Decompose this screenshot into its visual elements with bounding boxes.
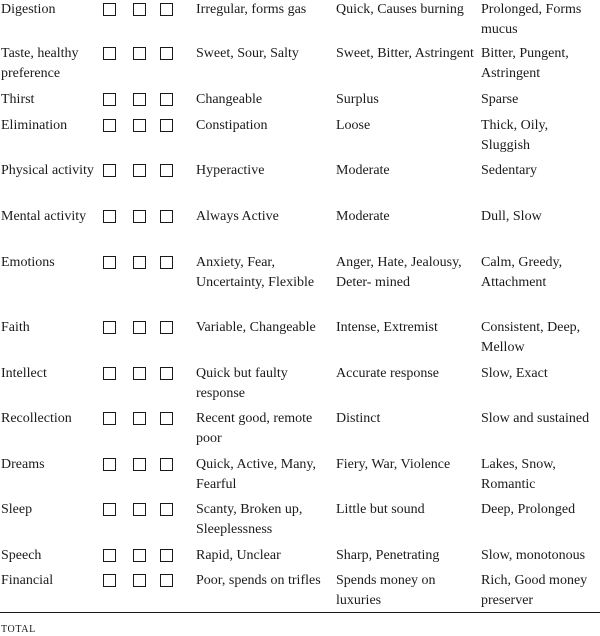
vata-checkbox[interactable] [103, 119, 116, 132]
vata-checkbox[interactable] [103, 210, 116, 223]
pitta-checkbox[interactable] [133, 574, 146, 587]
kapha-description: Slow, Exact [481, 366, 548, 381]
kapha-checkbox[interactable] [160, 458, 173, 471]
checkbox-group [103, 574, 183, 588]
kapha-description: Prolonged, Forms mucus [481, 2, 582, 37]
vata-description: Rapid, Unclear [196, 548, 281, 563]
vata-checkbox[interactable] [103, 321, 116, 334]
pitta-description: Accurate response [336, 366, 440, 381]
checkbox-group [103, 93, 183, 107]
checkbox-group [103, 549, 183, 563]
checkbox-group [103, 256, 183, 270]
kapha-checkbox[interactable] [160, 47, 173, 60]
pitta-description: Spends money on luxuries [336, 573, 436, 608]
kapha-checkbox[interactable] [160, 210, 173, 223]
kapha-description: Bitter, Pungent, Astringent [481, 46, 569, 81]
vata-checkbox[interactable] [103, 164, 116, 177]
vata-description: Recent good, remote poor [196, 411, 313, 446]
vata-checkbox[interactable] [103, 412, 116, 425]
kapha-checkbox[interactable] [160, 503, 173, 516]
kapha-checkbox[interactable] [160, 93, 173, 106]
vata-description: Hyperactive [196, 163, 265, 178]
row-label: Sleep [1, 502, 33, 517]
pitta-checkbox[interactable] [133, 256, 146, 269]
total-label: TOTAL [1, 624, 36, 635]
checkbox-group [103, 458, 183, 472]
vata-checkbox[interactable] [103, 93, 116, 106]
pitta-checkbox[interactable] [133, 93, 146, 106]
row-label: Digestion [1, 2, 56, 17]
row-label: Taste, healthy preference [1, 46, 79, 81]
pitta-description: Sweet, Bitter, Astringent [336, 46, 474, 61]
kapha-checkbox[interactable] [160, 119, 173, 132]
kapha-description: Lakes, Snow, Romantic [481, 457, 556, 492]
pitta-checkbox[interactable] [133, 210, 146, 223]
row-label: Physical activity [1, 163, 94, 178]
vata-description: Irregular, forms gas [196, 2, 307, 17]
pitta-description: Little but sound [336, 502, 425, 517]
row-label: Mental activity [1, 209, 87, 224]
vata-description: Poor, spends on trifles [196, 573, 321, 588]
checkbox-group [103, 503, 183, 517]
pitta-checkbox[interactable] [133, 503, 146, 516]
vata-checkbox[interactable] [103, 256, 116, 269]
kapha-description: Sparse [481, 92, 519, 107]
checkbox-group [103, 164, 183, 178]
vata-description: Variable, Changeable [196, 320, 316, 335]
row-label: Faith [1, 320, 30, 335]
total-divider [0, 612, 600, 613]
kapha-description: Slow and sustained [481, 411, 590, 426]
row-label: Dreams [1, 457, 45, 472]
vata-checkbox[interactable] [103, 367, 116, 380]
kapha-checkbox[interactable] [160, 321, 173, 334]
kapha-description: Consistent, Deep, Mellow [481, 320, 581, 355]
kapha-description: Dull, Slow [481, 209, 542, 224]
pitta-checkbox[interactable] [133, 47, 146, 60]
vata-description: Quick but faulty response [196, 366, 288, 401]
vata-description: Always Active [196, 209, 279, 224]
row-label: Elimination [1, 118, 68, 133]
row-label: Speech [1, 548, 42, 563]
pitta-checkbox[interactable] [133, 3, 146, 16]
kapha-checkbox[interactable] [160, 549, 173, 562]
kapha-checkbox[interactable] [160, 3, 173, 16]
pitta-checkbox[interactable] [133, 321, 146, 334]
checkbox-group [103, 412, 183, 426]
checkbox-group [103, 367, 183, 381]
kapha-description: Slow, monotonous [481, 548, 586, 563]
kapha-checkbox[interactable] [160, 367, 173, 380]
vata-checkbox[interactable] [103, 47, 116, 60]
vata-checkbox[interactable] [103, 3, 116, 16]
row-label: Intellect [1, 366, 47, 381]
pitta-checkbox[interactable] [133, 164, 146, 177]
checkbox-group [103, 3, 183, 17]
vata-description: Changeable [196, 92, 263, 107]
row-label: Recollection [1, 411, 72, 426]
vata-description: Anxiety, Fear, Uncertainty, Flexible [196, 255, 315, 290]
vata-checkbox[interactable] [103, 549, 116, 562]
vata-checkbox[interactable] [103, 574, 116, 587]
vata-description: Constipation [196, 118, 268, 133]
pitta-description: Fiery, War, Violence [336, 457, 451, 472]
kapha-description: Thick, Oily, Sluggish [481, 118, 549, 153]
vata-checkbox[interactable] [103, 503, 116, 516]
kapha-checkbox[interactable] [160, 164, 173, 177]
pitta-checkbox[interactable] [133, 119, 146, 132]
checkbox-group [103, 47, 183, 61]
pitta-description: Surplus [336, 92, 379, 107]
vata-checkbox[interactable] [103, 458, 116, 471]
pitta-description: Moderate [336, 209, 390, 224]
kapha-description: Rich, Good money preserver [481, 573, 588, 608]
pitta-checkbox[interactable] [133, 458, 146, 471]
kapha-checkbox[interactable] [160, 256, 173, 269]
pitta-description: Sharp, Penetrating [336, 548, 440, 563]
vata-description: Sweet, Sour, Salty [196, 46, 299, 61]
pitta-description: Distinct [336, 411, 381, 426]
row-label: Emotions [1, 255, 55, 270]
pitta-checkbox[interactable] [133, 549, 146, 562]
kapha-description: Sedentary [481, 163, 537, 178]
checkbox-group [103, 321, 183, 335]
kapha-checkbox[interactable] [160, 412, 173, 425]
pitta-description: Loose [336, 118, 371, 133]
row-label: Thirst [1, 92, 35, 107]
pitta-checkbox[interactable] [133, 412, 146, 425]
vata-description: Quick, Active, Many, Fearful [196, 457, 317, 492]
pitta-description: Quick, Causes burning [336, 2, 464, 17]
pitta-description: Moderate [336, 163, 390, 178]
pitta-description: Intense, Extremist [336, 320, 438, 335]
checkbox-group [103, 210, 183, 224]
pitta-checkbox[interactable] [133, 367, 146, 380]
pitta-description: Anger, Hate, Jealousy, Deter- mined [336, 255, 462, 290]
row-label: Financial [1, 573, 54, 588]
vata-description: Scanty, Broken up, Sleeplessness [196, 502, 303, 537]
kapha-description: Calm, Greedy, Attachment [481, 255, 563, 290]
kapha-description: Deep, Prolonged [481, 502, 576, 517]
kapha-checkbox[interactable] [160, 574, 173, 587]
checkbox-group [103, 119, 183, 133]
